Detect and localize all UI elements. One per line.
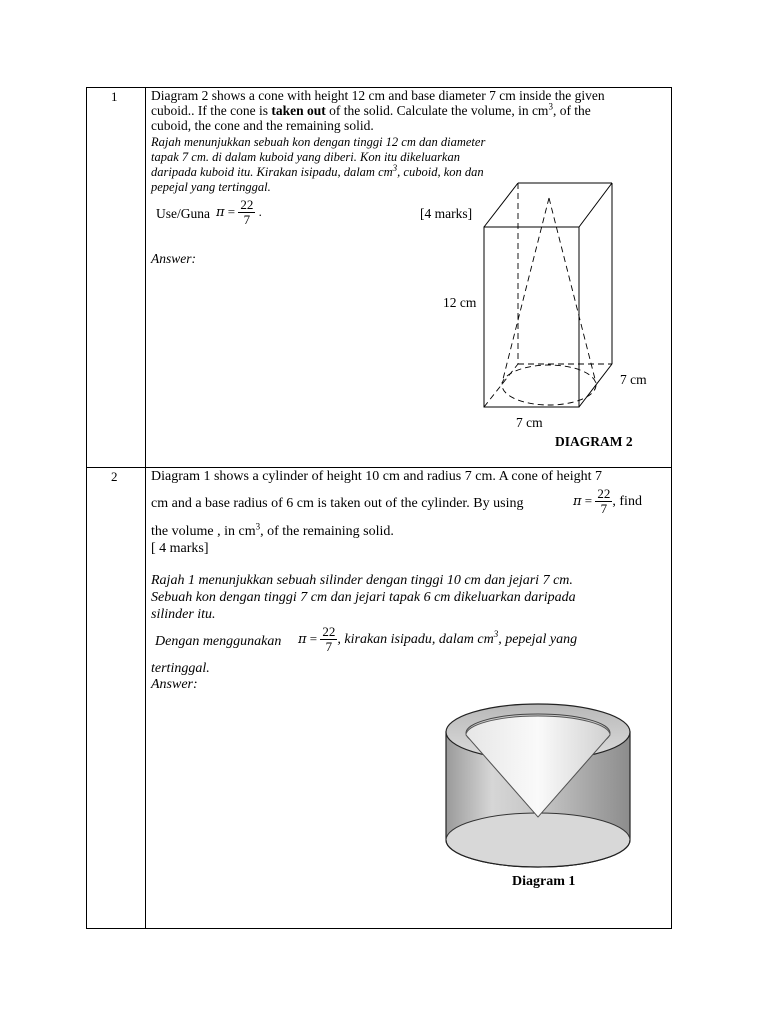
q1-english-line-2: cuboid.. If the cone is taken out of the solid. Calculate the volume, in $cm^3$, of the [151, 101, 591, 118]
q1-english-line-3: cuboid, the cone and the remaining solid. [151, 118, 374, 133]
q2-english-line-3: the volume , in $cm^3$, of the remaining solid. [151, 521, 394, 539]
q2-marks: [ 4 marks] [151, 541, 209, 556]
q1-malay-line-1: Rajah menunjukkan sebuah kon dengan tinggi 12 cm dan diameter [151, 135, 486, 149]
q2-malay-line-1: Rajah 1 menunjukkan sebuah silinder dengan tinggi 10 cm dan jejari 7 cm. [151, 573, 573, 588]
q2-pi-formula-2: π = $\frac{22}{7}$ , kirakan isipadu, dalam $cm^3$, pepejal yang [298, 624, 578, 654]
q2-english-line-1: Diagram 1 shows a cylinder of height 10 cm and radius 7 cm. A cone of height 7 [151, 469, 603, 484]
question-2-number: 2 [111, 469, 118, 484]
q2-pi-formula-1: π = $\frac{22}{7}$ , find [573, 486, 642, 516]
diagram2-height-label: 12 cm [443, 295, 477, 310]
q2-malay-line-4a: Dengan menggunakan [155, 634, 282, 649]
q1-malay-line-2: tapak 7 cm. di dalam kuboid yang diberi. Kon itu dikeluarkan [151, 150, 460, 164]
diagram2-caption: DIAGRAM 2 [555, 434, 633, 449]
q1-use-guna: Use/Guna [156, 206, 210, 221]
q1-english-line-1: Diagram 2 shows a cone with height 12 cm and base diameter 7 cm inside the given [151, 88, 605, 103]
diagram2-depth-label: 7 cm [620, 372, 647, 387]
q2-english-line-2: cm and a base radius of 6 cm is taken out of the cylinder. By using [151, 496, 524, 511]
q1-pi-formula: π = $\frac{22}{7}$ . [216, 197, 262, 227]
q1-marks: [4 marks] [420, 206, 473, 221]
q2-malay-line-3: silinder itu. [151, 607, 216, 622]
diagram2-width-label: 7 cm [516, 415, 543, 430]
question-1-number: 1 [111, 89, 118, 104]
q1-malay-line-4: pepejal yang tertinggal. [151, 180, 271, 194]
q2-malay-line-2: Sebuah kon dengan tinggi 7 cm dan jejari tapak 6 cm dikeluarkan daripada [151, 590, 576, 605]
q1-answer-label: Answer: [151, 251, 196, 266]
diagram1-caption: Diagram 1 [512, 874, 576, 889]
q2-answer-label: Answer: [151, 677, 198, 692]
q1-malay-line-3: daripada kuboid itu. Kirakan isipadu, dalam $cm^3$, cuboid, kon dan [151, 162, 484, 179]
q2-malay-line-5: tertinggal. [151, 661, 210, 676]
